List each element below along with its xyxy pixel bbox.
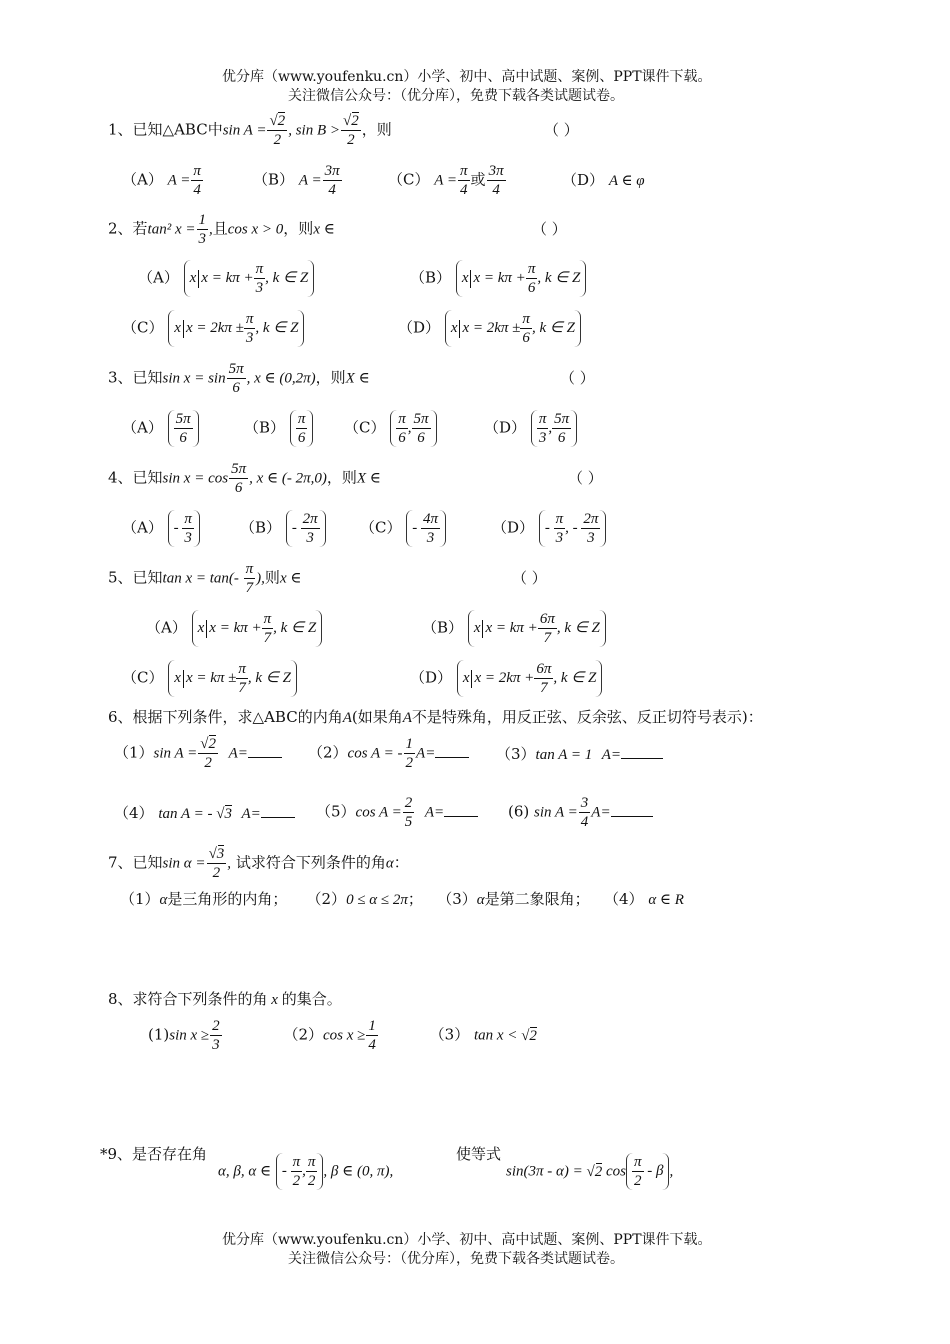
q1-option-b: （B） A = $\frac{3\pi}{4}$ [253, 163, 340, 198]
q2-answer-blank: （ ） [532, 220, 567, 238]
q6-part-2: （2）cos A = - $\frac{1}{2}$ A= [308, 735, 469, 772]
q4-option-a: （A） - $\frac{\pi}{3}$ [122, 510, 200, 547]
question-2: 2、若tan² x = $\frac{1}{3}$ ,且cos x > 0，则x ∈ [108, 212, 335, 247]
q5-option-c: （C） x x = kπ ± $\frac{\pi}{7}$ , k ∈ Z [122, 660, 297, 697]
q9-formula: α, β, α ∈ - $\frac{\pi}{2}$ , $\frac{\pi}{2}$ , β ∈ (0, π), [218, 1154, 394, 1189]
header-line-2: 关注微信公众号：（优分库），免费下载各类试题试卷。 [288, 88, 624, 104]
q4-answer-blank: （ ） [568, 469, 603, 487]
q6-part-5: （5）cos A = $\frac{2}{5}$ A= [316, 794, 478, 831]
q6-blank-4[interactable] [261, 803, 295, 818]
q9-text: 使等式 [456, 1145, 502, 1163]
q1-label: 1、已知△ABC中 [108, 120, 223, 139]
q2-option-c: （C） x x = 2kπ ± $\frac{\pi}{3}$ , k ∈ Z [122, 310, 304, 347]
q6-part-1: （1）sin A = $\frac{√2}{2}$ A= [114, 735, 282, 772]
q3-option-c: （C） $\frac{\pi}{6}$ , $\frac{5\pi}{6}$ [344, 410, 437, 447]
q3-answer-blank: （ ） [560, 369, 595, 387]
q2-option-d: （D） x x = 2kπ ± $\frac{\pi}{6}$ , k ∈ Z [398, 310, 581, 347]
q9-equation: sin(3π - α) = √2 cos $\frac{\pi}{2}$ - β , [506, 1154, 674, 1189]
q3-option-b: （B） $\frac{\pi}{6}$ [244, 410, 313, 447]
header-line-1: 优分库（www.youfenku.cn）小学、初中、高中试题、案例、PPT课件下载。 [222, 69, 712, 85]
q1-option-d: （D） A ∈ φ [562, 171, 645, 189]
question-7: 7、已知sin α = $\frac{√3}{2}$ , 试求符合下列条件的角α： [108, 846, 409, 881]
question-6: 6、根据下列条件，求△ABC的内角A(如果角A不是特殊角，用反正弦、反余弦、反正切符号表示)： [108, 708, 763, 726]
q6-part-3: （3）tan A = 1 A= [496, 744, 663, 764]
q7-parts: （1）α是三角形的内角； （2）0 ≤ α ≤ 2π； （3）α是第二象限角； （4） α ∈ R [120, 890, 684, 908]
question-5: 5、已知tan x = tan(- $\frac{\pi}{7}$ ),则x ∈ [108, 561, 302, 596]
q5-option-d: （D） x x = 2kπ + $\frac{6\pi}{7}$ , k ∈ Z [410, 660, 602, 697]
q4-option-d: （D） - $\frac{\pi}{3}$ , - $\frac{2\pi}{3}$ [492, 510, 606, 547]
question-3: 3、已知sin x = sin $\frac{5\pi}{6}$ , x ∈ (0,2π)，则X ∈ [108, 361, 370, 396]
q6-blank-6[interactable] [611, 802, 653, 817]
q6-blank-3[interactable] [621, 744, 663, 759]
footer-line-2: 关注微信公众号：（优分库），免费下载各类试题试卷。 [288, 1251, 624, 1267]
q4-option-c: （C） - $\frac{4\pi}{3}$ [360, 510, 446, 547]
q5-answer-blank: （ ） [512, 569, 547, 587]
question-4: 4、已知sin x = cos $\frac{5\pi}{6}$ , x ∈ (- 2π,0)，则X ∈ [108, 461, 381, 496]
q4-option-b: （B） - $\frac{2\pi}{3}$ [240, 510, 326, 547]
q1-answer-blank: （ ） [544, 121, 579, 139]
q3-option-d: （D） $\frac{\pi}{3}$ , $\frac{5\pi}{6}$ [484, 410, 577, 447]
q3-option-a: （A） $\frac{5\pi}{6}$ [122, 410, 199, 447]
q5-option-a: （A） x x = kπ + $\frac{\pi}{7}$ , k ∈ Z [146, 610, 322, 647]
q1-option-a: （A） A = $\frac{\pi}{4}$ [122, 163, 201, 198]
q6-part-6: (6) sin A = $\frac{3}{4}$ A= [508, 794, 653, 831]
question-1: 1、已知△ABC中sin A = $\frac{√2}{2}$ , sin B > $\frac{√2}{2}$ ，则 [108, 113, 392, 148]
q2-option-b: （B） x x = kπ + $\frac{\pi}{6}$ , k ∈ Z [410, 260, 586, 297]
q6-part-4: （4） tan A = - √3 A= [114, 803, 295, 823]
q6-blank-2[interactable] [435, 743, 469, 758]
q2-option-a: （A） x x = kπ + $\frac{\pi}{3}$ , k ∈ Z [138, 260, 314, 297]
q8-parts: (1)sin x ≥ $\frac{2}{3}$ （2）cos x ≥ $\frac{1}{4}$ （3） tan x < √2 [148, 1018, 537, 1053]
footer-line-1: 优分库（www.youfenku.cn）小学、初中、高中试题、案例、PPT课件下载。 [222, 1232, 712, 1248]
q1-then: ，则 [361, 120, 392, 139]
question-9: *9、是否存在角 [100, 1145, 208, 1163]
q6-blank-1[interactable] [248, 743, 282, 758]
q1-option-c: （C） A = $\frac{\pi}{4}$ 或 $\frac{3\pi}{4}$ [388, 163, 504, 198]
question-8: 8、求符合下列条件的角 x 的集合。 [108, 990, 342, 1008]
q6-blank-5[interactable] [444, 802, 478, 817]
q5-option-b: （B） x x = kπ + $\frac{6\pi}{7}$ , k ∈ Z [422, 610, 606, 647]
